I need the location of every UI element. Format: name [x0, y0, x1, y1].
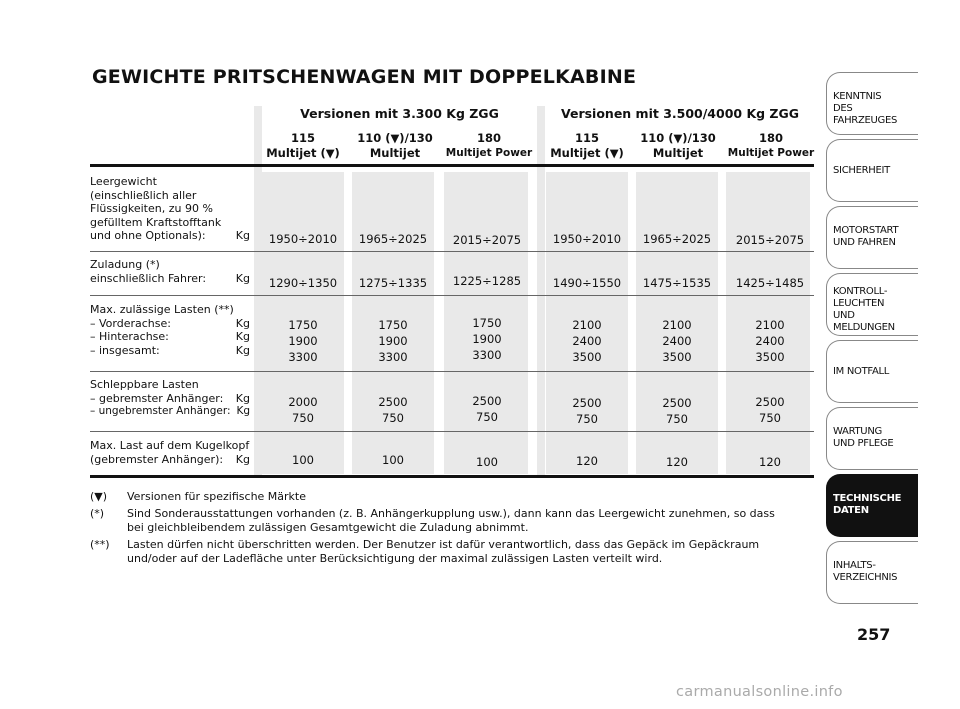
- cell-line: 1750: [472, 316, 502, 330]
- group-header-3500: Versionen mit 3.500/4000 Kg ZGG: [560, 106, 800, 121]
- cell-line: 2500: [755, 395, 785, 409]
- cell: [726, 394, 814, 426]
- col-header-line2: Multijet: [369, 146, 421, 160]
- col-header: [352, 131, 438, 161]
- cell-line: 2400: [572, 334, 602, 348]
- label-line-unit: [90, 453, 250, 467]
- label-line: Schleppbare Lasten: [90, 378, 199, 391]
- unit: Kg: [235, 229, 250, 242]
- cell-line: 2100: [572, 318, 602, 332]
- col-header-line1: 115: [574, 131, 599, 145]
- footnote-text: Versionen für spezifische Märkte: [127, 490, 307, 503]
- tab-label: DES FAHRZEUGES: [833, 103, 898, 126]
- cell-line: 750: [759, 411, 781, 425]
- cell: 100: [292, 453, 314, 467]
- label-line: Max. zulässige Lasten (**): [90, 303, 234, 316]
- label-line: Flüssigkeiten, zu 90 %: [90, 202, 213, 215]
- cell-line: 3300: [472, 348, 502, 362]
- tab-kenntnis[interactable]: [826, 72, 918, 135]
- cell-line: 3300: [288, 350, 318, 364]
- cell-line: 750: [382, 411, 404, 425]
- cell: 120: [759, 455, 781, 469]
- cell: 1950÷2010: [552, 232, 622, 246]
- cell: 1425÷1485: [735, 276, 805, 290]
- label-line: gefülltem Kraftstofftank: [90, 215, 222, 229]
- label-line: Zuladung (*): [90, 258, 160, 271]
- label-text: – gebremster Anhänger:: [90, 391, 224, 405]
- cell: [352, 394, 434, 426]
- cell: [636, 317, 718, 365]
- label-text: – Vorderachse:: [90, 316, 171, 330]
- tab-technische-daten[interactable]: [826, 474, 918, 537]
- label-text: einschließlich Fahrer:: [90, 271, 207, 285]
- cell: [636, 395, 718, 427]
- cell: [726, 317, 814, 365]
- cell-line: 750: [292, 411, 314, 425]
- cell-line: 750: [576, 412, 598, 426]
- label-line: (einschließlich aller: [90, 188, 197, 202]
- col-header-line1: 180: [476, 131, 501, 145]
- col-header-line2: Multijet (▼): [266, 146, 340, 160]
- row-label-zuladung: [90, 258, 250, 285]
- col-header: [262, 131, 344, 161]
- unit: Kg: [235, 271, 250, 285]
- cell: [444, 393, 530, 425]
- label-text: – Hinterachse:: [90, 330, 169, 343]
- col-header-line1: 110 (▼)/130: [640, 131, 716, 145]
- tab-label: LEUCHTEN: [833, 298, 885, 309]
- label-line-unit: [90, 344, 250, 358]
- cell-line: 2500: [662, 396, 692, 410]
- col-header: [726, 131, 816, 161]
- tab-label: IM NOTFALL: [833, 366, 890, 377]
- col-header-line2: Multijet: [652, 146, 704, 160]
- footnote-text: Sind Sonderausstattungen vorhanden (z. B. Anhängerkupplung usw.), dann kann das Leergewicht zunehmen, so dass bei gleichbleibendem zulässigen Gesamtgewicht die Zuladung abnimmt.: [127, 507, 775, 534]
- cell: 1290÷1350: [268, 276, 338, 290]
- tab-label: INHALTS-: [833, 560, 876, 571]
- cell: 1490÷1550: [552, 276, 622, 290]
- cell: 1950÷2010: [268, 232, 338, 246]
- label-text: und ohne Optionals):: [90, 229, 206, 242]
- tab-label: MOTORSTART: [833, 225, 899, 236]
- tab-sicherheit[interactable]: [826, 139, 918, 202]
- tab-label: VERZEICHNIS: [833, 572, 898, 583]
- col-header-line1: 115: [290, 131, 315, 145]
- row-label-schlepp: [90, 378, 250, 419]
- col-header-line2: Multijet (▼): [550, 146, 624, 160]
- col-header: [546, 131, 628, 161]
- cell: 1965÷2025: [642, 232, 712, 246]
- cell: [262, 394, 344, 426]
- cell-line: 2500: [572, 396, 602, 410]
- tab-label: TECHNISCHE: [833, 493, 902, 504]
- footnote: [90, 490, 810, 504]
- tab-label: UND PFLEGE: [833, 438, 894, 449]
- col-header: [444, 131, 534, 161]
- cell-line: 2100: [662, 318, 692, 332]
- label-text: – insgesamt:: [90, 343, 160, 357]
- header-rule: [90, 164, 814, 167]
- label-line-unit: [90, 392, 250, 406]
- cell-line: 3300: [378, 350, 408, 364]
- cell-line: 1900: [378, 334, 408, 348]
- cell: 100: [476, 455, 498, 469]
- cell-line: 1750: [378, 318, 408, 332]
- cell: 1475÷1535: [642, 276, 712, 290]
- unit: Kg: [236, 405, 250, 417]
- cell: [546, 395, 628, 427]
- cell: [444, 315, 530, 363]
- cell-line: 2400: [662, 334, 692, 348]
- tab-label: KENNTNIS: [833, 91, 882, 102]
- col-header-line1: 110 (▼)/130: [357, 131, 433, 145]
- tab-label: DATEN: [833, 505, 869, 516]
- cell: 1275÷1335: [358, 276, 428, 290]
- cell-line: 2100: [755, 318, 785, 332]
- footnote-mark: (▼): [90, 490, 108, 503]
- cell: [546, 317, 628, 365]
- cell-line: 2400: [755, 334, 785, 348]
- chapter-tabs: [826, 72, 918, 608]
- cell: [352, 317, 434, 365]
- label-line-unit: [90, 405, 250, 419]
- tab-label: UND FAHREN: [833, 237, 896, 248]
- page-title: GEWICHTE PRITSCHENWAGEN MIT DOPPELKABINE: [92, 66, 637, 88]
- cell-line: 1750: [288, 318, 318, 332]
- cell: 120: [666, 455, 688, 469]
- table-bottom-rule: [90, 475, 814, 478]
- cell: [262, 317, 344, 365]
- unit: Kg: [235, 316, 250, 330]
- tab-label: SICHERHEIT: [833, 165, 890, 176]
- tab-motorstart[interactable]: [826, 206, 918, 269]
- col-header-line2: Multijet Power: [445, 147, 533, 159]
- cell-line: 1900: [288, 334, 318, 348]
- cell-line: 750: [476, 410, 498, 424]
- tab-notfall[interactable]: [826, 340, 918, 403]
- watermark: carmanualsonline.info: [676, 684, 843, 700]
- footnotes: [90, 490, 810, 569]
- cell-line: 3500: [572, 350, 602, 364]
- tab-label: WARTUNG: [833, 426, 882, 437]
- tab-wartung[interactable]: [826, 407, 918, 470]
- label-line-unit: [90, 317, 250, 331]
- cell-line: 2500: [378, 395, 408, 409]
- tab-kontrollleuchten[interactable]: [826, 273, 918, 336]
- footnote-mark: (**): [90, 538, 110, 551]
- tab-label: UND MELDUNGEN: [833, 310, 895, 333]
- cell-line: 2000: [288, 395, 318, 409]
- row-divider: [90, 251, 814, 252]
- row-label-kugelkopf: [90, 439, 250, 466]
- cell: 100: [382, 453, 404, 467]
- cell-line: 3500: [662, 350, 692, 364]
- label-text: – ungebremster Anhänger:: [90, 405, 231, 417]
- unit: Kg: [235, 452, 250, 466]
- label-line: Max. Last auf dem Kugelkopf: [90, 439, 250, 452]
- cell-line: 2500: [472, 394, 502, 408]
- tab-label: KONTROLL-: [833, 286, 888, 297]
- label-text: (gebremster Anhänger):: [90, 452, 224, 466]
- cell: 2015÷2075: [452, 233, 522, 247]
- unit: Kg: [235, 330, 250, 343]
- group-separator: [537, 106, 545, 476]
- row-divider: [90, 371, 814, 372]
- label-line-unit: [90, 330, 250, 344]
- cell: 1965÷2025: [358, 232, 428, 246]
- footnote: [90, 538, 810, 566]
- label-line: Leergewicht: [90, 175, 157, 188]
- row-divider: [90, 295, 814, 296]
- footnote-mark: (*): [90, 507, 105, 520]
- tab-inhaltsverzeichnis[interactable]: [826, 541, 918, 604]
- unit: Kg: [235, 343, 250, 357]
- footnote-text: Lasten dürfen nicht überschritten werden. Der Benutzer ist dafür verantwortlich, dass das Gepäck im Gepäckraum und/oder auf der Ladefläche unter Berücksichtigung der maximal zulässigen Lasten verteilt wird.: [127, 538, 760, 565]
- row-label-lasten: [90, 303, 250, 357]
- label-line-unit: [90, 272, 250, 286]
- cell-line: 750: [666, 412, 688, 426]
- group-header-3300: Versionen mit 3.300 Kg ZGG: [300, 106, 499, 121]
- cell: 2015÷2075: [735, 233, 805, 247]
- col-header-line2: Multijet Power: [727, 147, 815, 159]
- col-header: [634, 131, 722, 161]
- label-line-unit: [90, 229, 250, 243]
- cell-line: 1900: [472, 332, 502, 346]
- cell-line: 3500: [755, 350, 785, 364]
- cell: 1225÷1285: [452, 274, 522, 288]
- row-divider: [90, 431, 814, 432]
- unit: Kg: [235, 391, 250, 405]
- page-number: 257: [857, 625, 891, 644]
- group-separator: [254, 106, 262, 476]
- cell: 120: [576, 454, 598, 468]
- row-label-leergewicht: [90, 175, 250, 243]
- footnote: [90, 507, 810, 535]
- col-header-line1: 180: [758, 131, 783, 145]
